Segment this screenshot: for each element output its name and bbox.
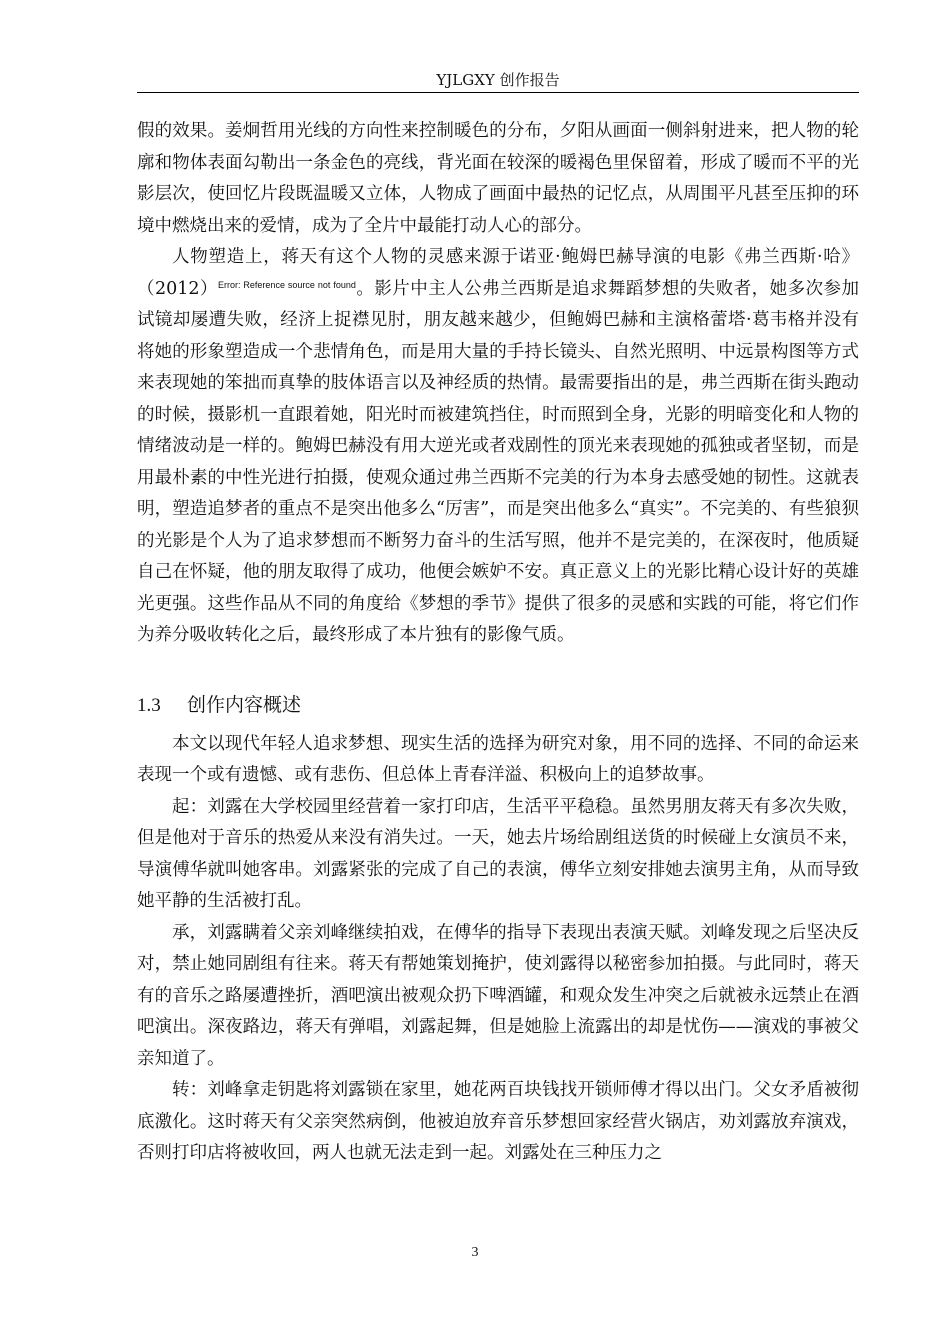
paragraph-continued: 假的效果。姜炯哲用光线的方向性来控制暖色的分布，夕阳从画面一侧斜射进来，把人物的轮廓和物体表面勾勒出一条金色的亮线，背光面在较深的暖褐色里保留着，形成了暖而不平的光影层次，使回忆片段既温暖又立体，人物成了画面中最热的记忆点，从周围平凡甚至压抑的环境中燃烧出来的爱情，成为了全片中最能打动人心的部分。: [137, 121, 859, 236]
page-header: YJLGXY 创作报告: [436, 71, 560, 89]
section-number: 1.3: [137, 694, 161, 716]
paragraph-text-before-ref: 人物塑造上，蒋天有这个人物的灵感来源于诺亚·鲍姆巴赫导演的电影《弗兰西斯·哈》（2012）: [137, 247, 859, 299]
section-title: 创作内容概述: [187, 693, 302, 716]
reference-error-note: Error: Reference source not found: [217, 279, 356, 290]
page-number: 3: [471, 1245, 479, 1260]
paragraph-overview: 本文以现代年轻人追求梦想、现实生活的选择为研究对象，用不同的选择、不同的命运来表现一个或有遗憾、或有悲伤、但总体上青春洋溢、积极向上的追梦故事。: [137, 733, 859, 785]
header-rule: [137, 92, 859, 93]
paragraph-character-inspiration: [137, 242, 859, 652]
paragraph-beginning: 起：刘露在大学校园里经营着一家打印店，生活平平稳稳。虽然男朋友蒋天有多次失败，但是他对于音乐的热爱从来没有消失过。一天，她去片场给剧组送货的时候碰上女演员不来，导演傅华就叫她客串。刘露紧张的完成了自己的表演，傅华立刻安排她去演男主角，从而导致她平静的生活被打乱。: [137, 796, 859, 911]
document-body: [137, 116, 859, 1170]
paragraph-text-after-ref: 。影片中主人公弗兰西斯是追求舞蹈梦想的失败者，她多次参加试镜却屡遭失败，经济上捉襟见肘，朋友越来越少，但鲍姆巴赫和主演格蕾塔·葛韦格并没有将她的形象塑造成一个悲情角色，而是用大量的手持长镜头、自然光照明、中远景构图等方式来表现她的笨拙而真挚的肢体语言以及神经质的热情。最需要指出的是，弗兰西斯在街头跑动的时候，摄影机一直跟着她，阳光时而被建筑挡住，时而照到全身，光影的明暗变化和人物的情绪波动是一样的。鲍姆巴赫没有用大逆光或者戏剧性的顶光来表现她的孤独或者坚韧，而是用最朴素的中性光进行拍摄，使观众通过弗兰西斯不完美的行为本身去感受她的韧性。这就表明，塑造追梦者的重点不是突出他多么“厉害”，而是突出他多么“真实”。不完美的、有些狼狈的光影是个人为了追求梦想而不断努力奋斗的生活写照，他并不是完美的，在深夜时，他质疑自己在怀疑，他的朋友取得了成功，他便会嫉妒不安。真正意义上的光影比精心设计好的英雄光更强。这些作品从不同的角度给《梦想的季节》提供了很多的灵感和实践的可能，将它们作为养分吸收转化之后，最终形成了本片独有的影像气质。: [137, 278, 860, 645]
section-heading: [137, 692, 859, 719]
paragraph-turn: 转：刘峰拿走钥匙将刘露锁在家里，她花两百块钱找开锁师傅才得以出门。父女矛盾被彻底激化。这时蒋天有父亲突然病倒，他被迫放弃音乐梦想回家经营火锅店，劝刘露放弃演戏，否则打印店将被收回，两人也就无法走到一起。刘露处在三种压力之: [137, 1080, 859, 1163]
paragraph-development: 承，刘露瞒着父亲刘峰继续拍戏，在傅华的指导下表现出表演天赋。刘峰发现之后坚决反对，禁止她同剧组有往来。蒋天有帮她策划掩护，使刘露得以秘密参加拍摄。与此同时，蒋天有的音乐之路屡遭挫折，酒吧演出被观众扔下啤酒罐，和观众发生冲突之后就被永远禁止在酒吧演出。深夜路边，蒋天有弹唱，刘露起舞，但是她脸上流露出的却是忧伤——演戏的事被父亲知道了。: [137, 922, 859, 1069]
